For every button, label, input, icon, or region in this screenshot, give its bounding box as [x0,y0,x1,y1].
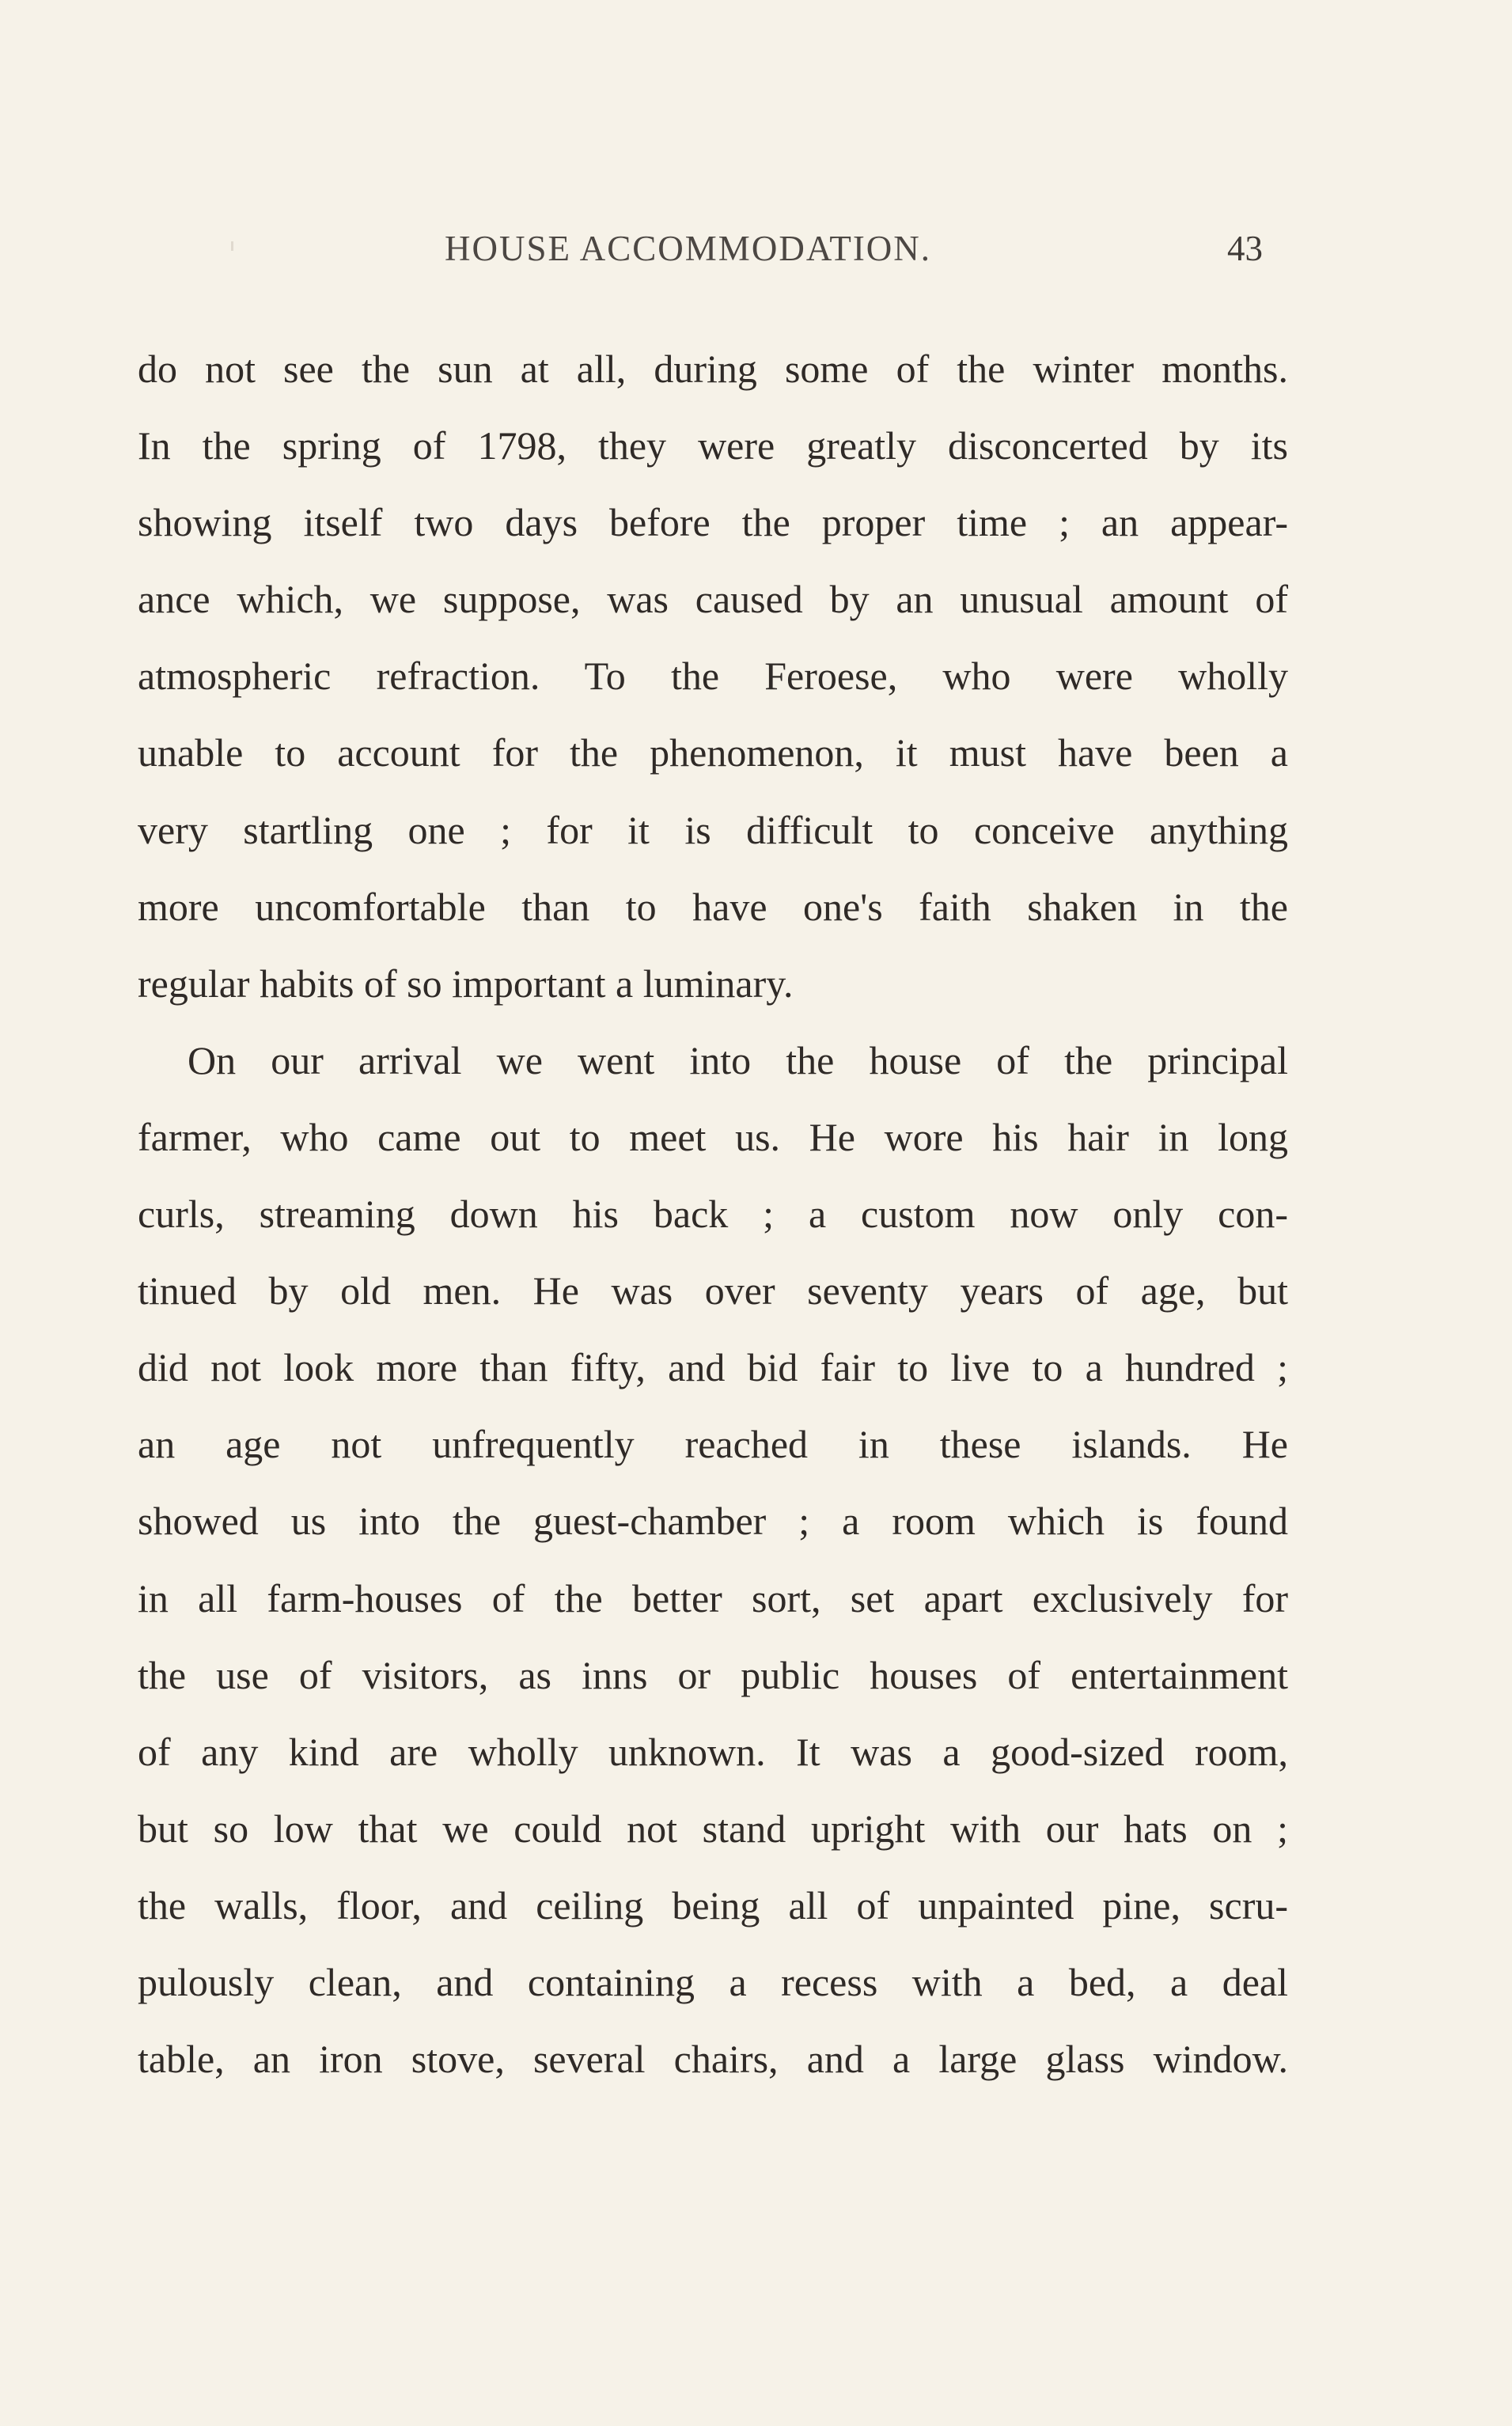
text-line: the walls, floor, and ceiling being all of unpainted pine, scru- [138,1882,1288,1928]
text-line: of any kind are wholly unknown. It was a good-sized room, [138,1729,1288,1774]
text-line: more uncomfortable than to have one's faith shaken in the [138,884,1288,929]
text-line: the use of visitors, as inns or public houses of entertainment [138,1652,1288,1697]
text-line: atmospheric refraction. To the Feroese, who were wholly [138,654,1288,699]
text-line: curls, streaming down his back ; a custom now only con- [138,1192,1288,1237]
text-line: On our arrival we went into the house of the principal [188,1037,1288,1082]
text-line: regular habits of so important a luminary. [138,961,794,1006]
text-line: ance which, we suppose, was caused by an unusual amount of [138,577,1288,622]
text-line: table, an iron stove, several chairs, and a large glass window. [138,2037,1288,2082]
text-line: unable to account for the phenomenon, it must have been a [138,730,1288,775]
text-line: an age not unfrequently reached in these islands. He [138,1422,1288,1467]
text-line: showed us into the guest-chamber ; a room which is found [138,1499,1288,1544]
text-line: did not look more than fifty, and bid fair to live to a hundred ; [138,1345,1288,1390]
text-line: In the spring of 1798, they were greatly disconcerted by its [138,423,1288,468]
body-text [138,345,1288,2112]
text-line: farmer, who came out to meet us. He wore his hair in long [138,1114,1288,1159]
text-line: pulously clean, and containing a recess with a bed, a deal [138,1959,1288,2004]
text-line: in all farm-houses of the better sort, set apart exclusively for [138,1575,1288,1620]
running-title: HOUSE ACCOMMODATION. [445,229,932,268]
text-line: do not see the sun at all, during some of the winter months. [138,347,1288,391]
running-head [0,228,1512,275]
text-line: showing itself two days before the proper time ; an appear- [138,500,1288,545]
text-line: but so low that we could not stand upright with our hats on ; [138,1806,1288,1851]
text-line: tinued by old men. He was over seventy years of age, but [138,1268,1288,1313]
page-number: 43 [1227,229,1263,268]
text-line: very startling one ; for it is difficult to conceive anything [138,807,1288,852]
